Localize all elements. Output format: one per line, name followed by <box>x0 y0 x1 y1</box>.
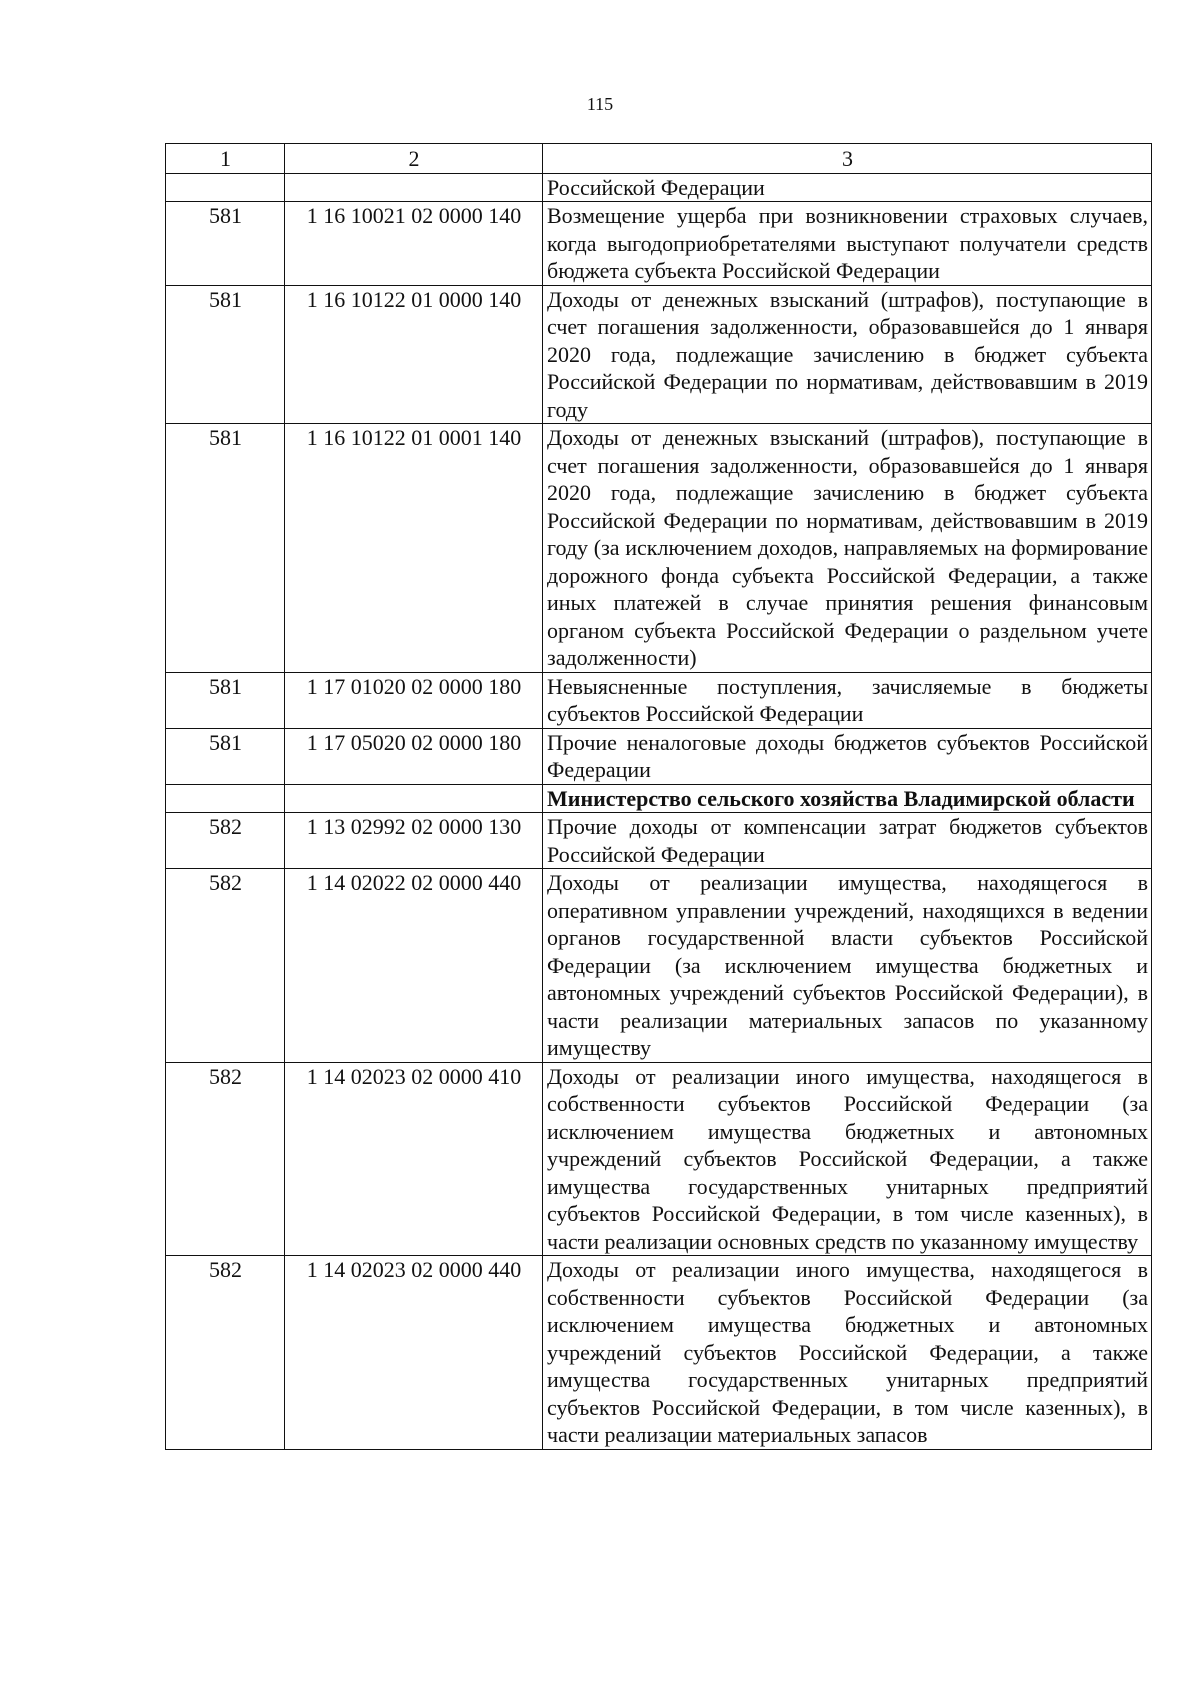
admin-code-cell: 582 <box>166 869 285 1063</box>
table-body <box>166 173 1152 1449</box>
income-code-cell <box>285 173 543 202</box>
income-code-cell: 1 17 01020 02 0000 180 <box>285 672 543 728</box>
admin-code-cell: 582 <box>166 1256 285 1450</box>
admin-code-cell <box>166 784 285 813</box>
table-row <box>166 813 1152 869</box>
income-code-cell: 1 17 05020 02 0000 180 <box>285 728 543 784</box>
table-row <box>166 1256 1152 1450</box>
admin-code-cell: 582 <box>166 1062 285 1256</box>
table-row <box>166 1062 1152 1256</box>
income-description-cell: Доходы от реализации имущества, находящегося в оперативном управлении учреждений, находящихся в ведении органов государственной власти субъектов Российской Федерации (за исключением имущества бюджетных и автономных учреждений субъектов Российской Федерации), в части реализации материальных запасов по указанному имуществу <box>543 869 1152 1063</box>
admin-code-cell: 581 <box>166 285 285 424</box>
admin-code-cell: 581 <box>166 672 285 728</box>
income-code-cell: 1 16 10122 01 0000 140 <box>285 285 543 424</box>
column-header-3: 3 <box>543 144 1152 174</box>
ministry-heading: Министерство сельского хозяйства Владимирской области <box>543 784 1152 813</box>
income-code-cell: 1 16 10021 02 0000 140 <box>285 202 543 286</box>
table-row <box>166 173 1152 202</box>
table-row <box>166 869 1152 1063</box>
income-code-cell: 1 13 02992 02 0000 130 <box>285 813 543 869</box>
income-description-cell: Российской Федерации <box>543 173 1152 202</box>
table-header-row <box>166 144 1152 174</box>
income-description-cell: Доходы от денежных взысканий (штрафов), поступающие в счет погашения задолженности, образовавшейся до 1 января 2020 года, подлежащие зачислению в бюджет субъекта Российской Федерации по нормативам, действовавшим в 2019 году <box>543 285 1152 424</box>
table-row <box>166 672 1152 728</box>
income-description-cell: Прочие неналоговые доходы бюджетов субъектов Российской Федерации <box>543 728 1152 784</box>
section-heading-row <box>166 784 1152 813</box>
income-description-cell: Доходы от реализации иного имущества, находящегося в собственности субъектов Российской Федерации (за исключением имущества бюджетных и автономных учреждений субъектов Российской Федерации, а также имущества государственных унитарных предприятий субъектов Российской Федерации, в том числе казенных), в части реализации основных средств по указанному имуществу <box>543 1062 1152 1256</box>
column-header-2: 2 <box>285 144 543 174</box>
budget-income-table <box>165 143 1152 1450</box>
admin-code-cell: 581 <box>166 728 285 784</box>
income-description-cell: Доходы от денежных взысканий (штрафов), поступающие в счет погашения задолженности, образовавшейся до 1 января 2020 года, подлежащие зачислению в бюджет субъекта Российской Федерации по нормативам, действовавшим в 2019 году (за исключением доходов, направляемых на формирование дорожного фонда субъекта Российской Федерации, а также иных платежей в случае принятия решения финансовым органом субъекта Российской Федерации о раздельном учете задолженности) <box>543 424 1152 673</box>
income-code-cell: 1 14 02023 02 0000 440 <box>285 1256 543 1450</box>
admin-code-cell <box>166 173 285 202</box>
admin-code-cell: 581 <box>166 424 285 673</box>
table-row <box>166 424 1152 673</box>
income-description-cell: Прочие доходы от компенсации затрат бюджетов субъектов Российской Федерации <box>543 813 1152 869</box>
income-description-cell: Возмещение ущерба при возникновении страховых случаев, когда выгодоприобретателями выступают получатели средств бюджета субъекта Российской Федерации <box>543 202 1152 286</box>
table-row <box>166 202 1152 286</box>
income-description-cell: Доходы от реализации иного имущества, находящегося в собственности субъектов Российской Федерации (за исключением имущества бюджетных и автономных учреждений субъектов Российской Федерации, а также имущества государственных унитарных предприятий субъектов Российской Федерации, в том числе казенных), в части реализации материальных запасов <box>543 1256 1152 1450</box>
table-row <box>166 285 1152 424</box>
admin-code-cell: 581 <box>166 202 285 286</box>
page-number: 115 <box>586 94 614 114</box>
income-code-cell: 1 14 02023 02 0000 410 <box>285 1062 543 1256</box>
admin-code-cell: 582 <box>166 813 285 869</box>
income-description-cell: Невыясненные поступления, зачисляемые в бюджеты субъектов Российской Федерации <box>543 672 1152 728</box>
income-code-cell: 1 14 02022 02 0000 440 <box>285 869 543 1063</box>
column-header-1: 1 <box>166 144 285 174</box>
table-row <box>166 728 1152 784</box>
income-code-cell <box>285 784 543 813</box>
income-code-cell: 1 16 10122 01 0001 140 <box>285 424 543 673</box>
